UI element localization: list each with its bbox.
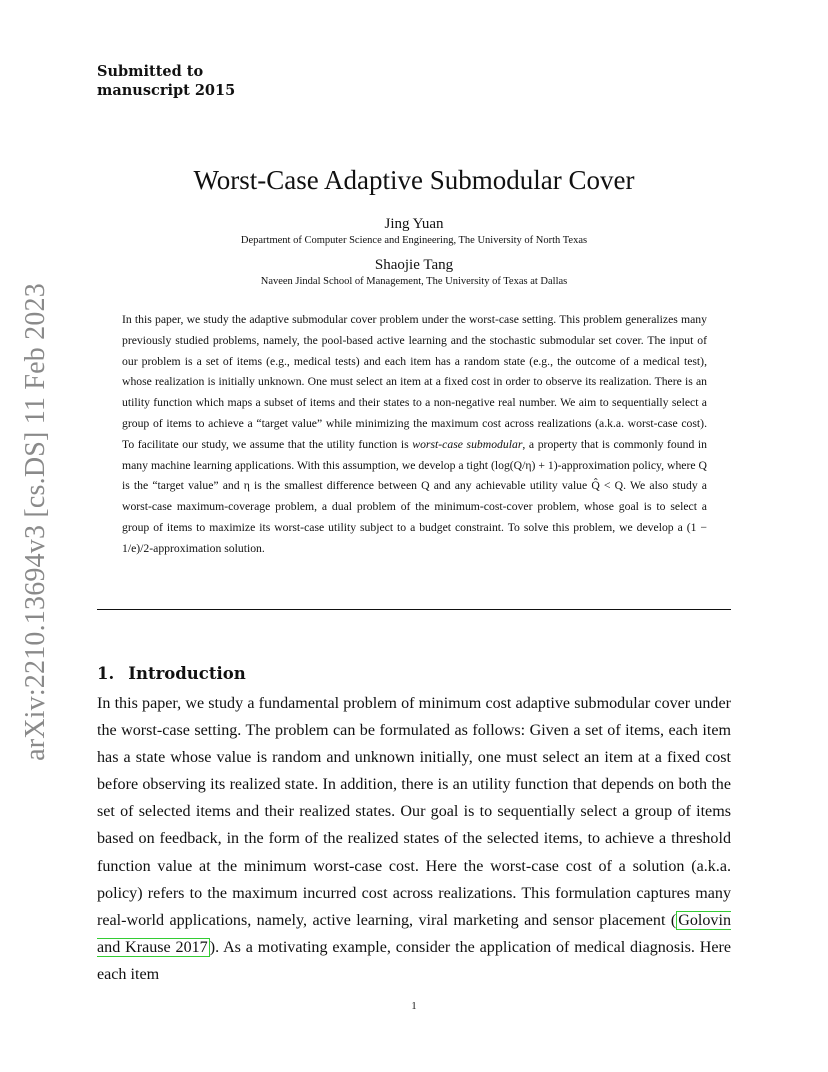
author-affiliation-1: Department of Computer Science and Engineering, The University of North Texas [240,235,588,246]
arxiv-identifier: arXiv:2210.13694v3 [cs.DS] 11 Feb 2023 [20,283,51,761]
submission-line-2: manuscript 2015 [97,82,236,99]
abstract-text-2: , a property that is commonly found in many machine learning applications. With this assumption, we develop a tight (log(Q/η) + 1)-approximation policy, where Q is the “target value” and η is the smallest difference between Q and any achievable utility value Q̂ < Q. We also study a worst-case maximum-coverage problem, a dual problem of the minimum-cost-cover problem, whose goal is to select a group of items to maximize its worst-case utility subject to a budget constraint. To solve this problem, we develop a (1 − 1/e)/2-approximation solution. [122,437,708,555]
submission-line-1: Submitted to [97,63,204,80]
section-heading [97,664,246,683]
page-number: 1 [411,1001,417,1012]
abstract-divider [97,609,731,610]
abstract-text-1: In this paper, we study the adaptive submodular cover problem under the worst-case setting. This problem generalizes many previously studied problems, namely, the pool-based active learning and the stochastic submodular set cover. The input of our problem is a set of items (e.g., medical tests) and each item has a random state (e.g., the outcome of a medical test), whose realization is initially unknown. One must select an item at a fixed cost in order to observe its realization. There is an utility function which maps a subset of items and their states to a non-negative real number. We aim to sequentially select a group of items to achieve a “target value” while minimizing the maximum cost across realizations (a.k.a. worst-case cost). To facilitate our study, we assume that the utility function is [122,313,707,451]
intro-text-2: ). As a motivating example, consider the application of medical diagnosis. Here each item [97,938,731,983]
section-title: Introduction [128,664,246,683]
abstract [122,310,707,560]
citation-link[interactable]: Golovin and Krause 2017 [97,911,731,956]
intro-text-1: In this paper, we study a fundamental problem of minimum cost adaptive submodular cover under the worst-case setting. The problem can be formulated as follows: Given a set of items, each item has a state whose value is random and unknown initially, one must select an item at a fixed cost before observing its realized state. In addition, there is an utility function that depends on both the set of selected items and their realized states. Our goal is to sequentially select a group of items based on feedback, in the form of the realized states of the selected items, to achieve a threshold function value at the minimum worst-case cost. Here the worst-case cost of a solution (a.k.a. policy) refers to the maximum incurred cost across realizations. This formulation captures many real-world applications, namely, active learning, viral marketing and sensor placement ( [97,695,731,929]
abstract-emphasis: worst-case submodular [412,437,523,451]
author-name-1: Jing Yuan [384,216,444,232]
introduction-paragraph [97,690,731,988]
submission-note [97,62,235,100]
author-affiliation-2: Naveen Jindal School of Management, The University of Texas at Dallas [260,276,568,287]
section-number: 1. [97,664,115,683]
paper-title: Worst-Case Adaptive Submodular Cover [193,165,635,195]
author-name-2: Shaojie Tang [374,257,454,273]
